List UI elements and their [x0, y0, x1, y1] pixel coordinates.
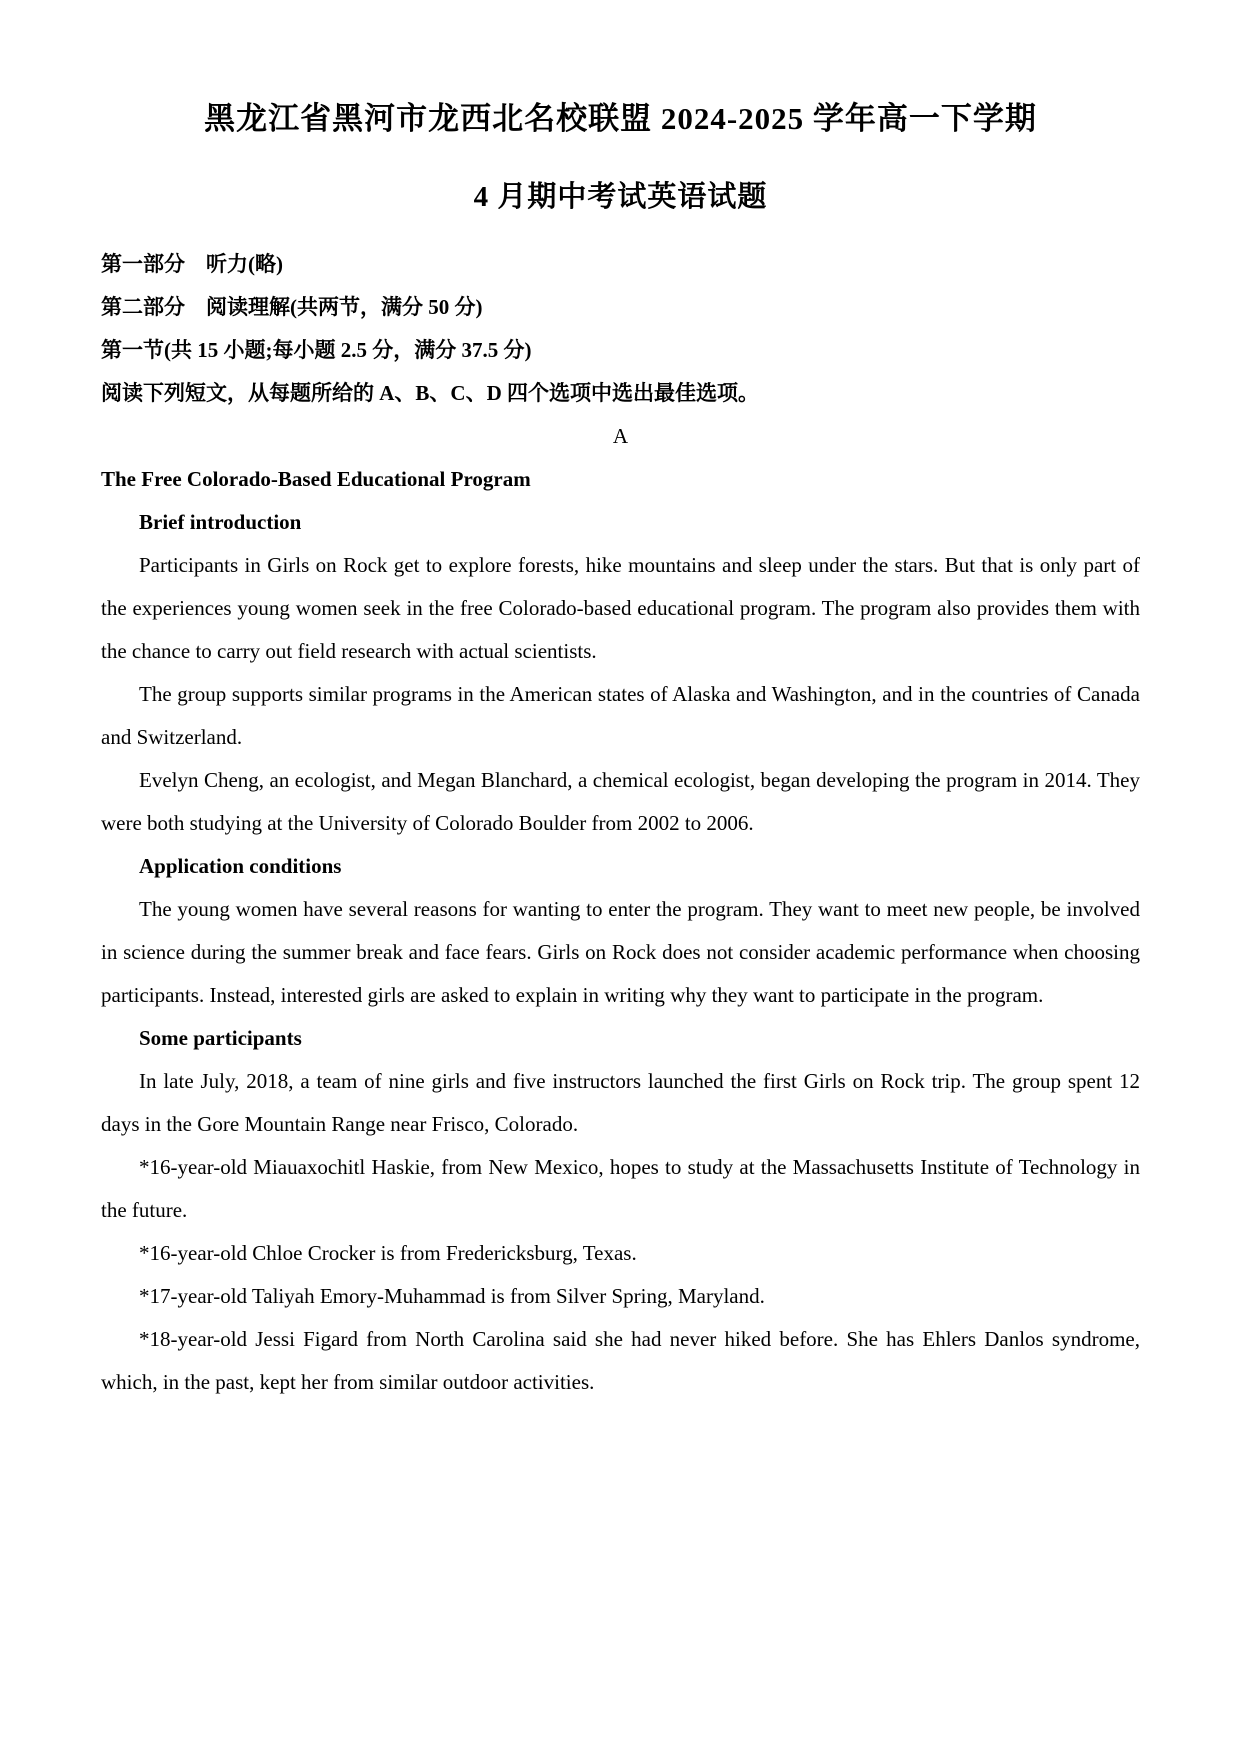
passage-paragraph: Participants in Girls on Rock get to explore forests, hike mountains and sleep under the stars. But that is only part of the experiences young women seek in the free Colorado-based educational program. The program also provides them with the chance to carry out field research with actual scientists. [101, 553, 1140, 663]
passage-paragraph: The young women have several reasons for wanting to enter the program. They want to meet new people, be involved in science during the summer break and face fears. Girls on Rock does not consider academic performance when choosing participants. Instead, interested girls are asked to explain in writing why they want to participate in the program. [101, 897, 1140, 1007]
passage-paragraph: *18-year-old Jessi Figard from North Carolina said she had never hiked before. She has Ehlers Danlos syndrome, which, in the past, kept her from similar outdoor activities. [101, 1327, 1140, 1394]
section1-heading: 第一节(共 15 小题;每小题 2.5 分，满分 37.5 分) [101, 338, 532, 362]
exam-subtitle: 4 月期中考试英语试题 [473, 180, 768, 213]
passage-label: A [612, 424, 629, 448]
exam-title: 黑龙江省黑河市龙西北名校联盟 2024-2025 学年高一下学期 [204, 101, 1037, 136]
passage-subheading-brief-introduction: Brief introduction [139, 510, 302, 534]
passage-subheading-application-conditions: Application conditions [139, 854, 342, 878]
part1-heading: 第一部分 听力(略) [101, 252, 283, 276]
reading-instruction: 阅读下列短文，从每题所给的 A、B、C、D 四个选项中选出最佳选项。 [101, 381, 760, 405]
passage-paragraph: *16-year-old Miauaxochitl Haskie, from New Mexico, hopes to study at the Massachusetts Institute of Technology in the future. [101, 1155, 1140, 1222]
passage-paragraph: Evelyn Cheng, an ecologist, and Megan Blanchard, a chemical ecologist, began developing the program in 2014. They were both studying at the University of Colorado Boulder from 2002 to 2006. [101, 768, 1140, 835]
passage-paragraph: In late July, 2018, a team of nine girls and five instructors launched the first Girls on Rock trip. The group spent 12 days in the Gore Mountain Range near Frisco, Colorado. [101, 1069, 1140, 1136]
passage-paragraph: The group supports similar programs in the American states of Alaska and Washington, and in the countries of Canada and Switzerland. [101, 682, 1140, 749]
passage-subheading-some-participants: Some participants [139, 1026, 302, 1050]
part2-heading: 第二部分 阅读理解(共两节，满分 50 分) [101, 295, 483, 319]
passage-paragraph: *17-year-old Taliyah Emory-Muhammad is from Silver Spring, Maryland. [139, 1284, 765, 1308]
passage-title: The Free Colorado-Based Educational Program [101, 467, 531, 491]
passage-paragraph: *16-year-old Chloe Crocker is from Fredericksburg, Texas. [139, 1241, 637, 1265]
